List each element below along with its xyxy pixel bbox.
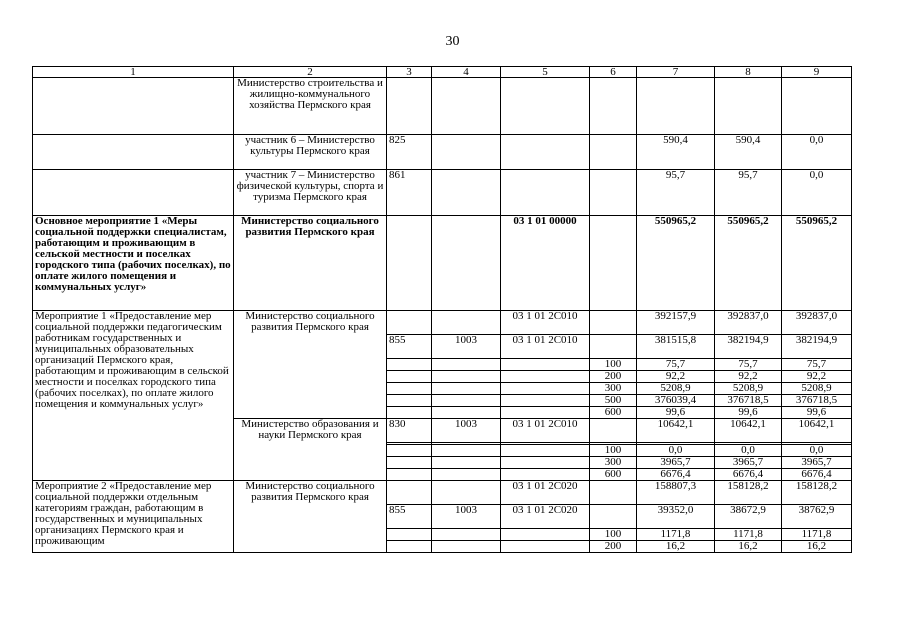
value-cell: 92,2 — [715, 371, 782, 383]
value-cell: 5208,9 — [715, 383, 782, 395]
value-cell: 10642,1 — [782, 419, 852, 443]
value-cell: 10642,1 — [715, 419, 782, 443]
value-cell: 158128,2 — [782, 481, 852, 505]
code-cell: 855 — [387, 505, 432, 529]
value-cell: 95,7 — [637, 170, 715, 216]
value-cell: 158128,2 — [715, 481, 782, 505]
header-cell: 4 — [432, 67, 501, 78]
code-cell: 100 — [590, 445, 637, 457]
value-cell: 95,7 — [715, 170, 782, 216]
code-cell: 600 — [590, 469, 637, 481]
value-cell: 75,7 — [782, 359, 852, 371]
code-cell: 03 1 01 2С010 — [501, 311, 590, 335]
event-name-cell: Мероприятие 2 «Предоставление мер социальной поддержки отдельным категориям граждан, работающим в государственных и муниципальных организациях Пермского края и проживающим — [33, 481, 234, 553]
ministry-cell: Министерство социального развития Пермского края — [234, 216, 387, 311]
code-cell: 1003 — [432, 335, 501, 359]
value-cell: 6676,4 — [782, 469, 852, 481]
table-row — [33, 135, 852, 170]
code-cell: 855 — [387, 335, 432, 359]
value-cell: 0,0 — [637, 445, 715, 457]
value-cell: 38762,9 — [782, 505, 852, 529]
page-number: 30 — [445, 34, 460, 49]
header-cell: 7 — [637, 67, 715, 78]
value-cell: 376039,4 — [637, 395, 715, 407]
header-cell: 8 — [715, 67, 782, 78]
value-cell: 0,0 — [715, 445, 782, 457]
code-cell: 100 — [590, 359, 637, 371]
value-cell: 381515,8 — [637, 335, 715, 359]
ministry-cell: Министерство образования и науки Пермского края — [234, 419, 387, 481]
value-cell: 1171,8 — [637, 529, 715, 541]
code-cell: 200 — [590, 371, 637, 383]
main-event-row — [33, 216, 852, 311]
value-cell: 6676,4 — [637, 469, 715, 481]
header-cell: 2 — [234, 67, 387, 78]
budget-table — [32, 66, 852, 553]
value-cell: 3965,7 — [782, 457, 852, 469]
value-cell: 75,7 — [715, 359, 782, 371]
value-cell: 38672,9 — [715, 505, 782, 529]
ministry-cell: Министерство строительства и жилищно-коммунального хозяйства Пермского края — [234, 78, 387, 135]
code-cell: 100 — [590, 529, 637, 541]
code-cell: 03 1 01 2С020 — [501, 481, 590, 505]
code-cell: 861 — [387, 170, 432, 216]
value-cell: 92,2 — [782, 371, 852, 383]
header-cell: 9 — [782, 67, 852, 78]
value-cell: 99,6 — [715, 407, 782, 419]
code-cell: 600 — [590, 407, 637, 419]
value-cell: 376718,5 — [715, 395, 782, 407]
header-cell: 1 — [33, 67, 234, 78]
value-cell: 392837,0 — [715, 311, 782, 335]
event-name-cell: Мероприятие 1 «Предоставление мер социальной поддержки педагогическим работникам государственных и муниципальных образовательных организаций Пермского края, работающим и проживающим в сельской местности и поселках городского типа (рабочих поселках), по оплате жилого помещения и коммунальных услуг» — [33, 311, 234, 481]
value-cell: 99,6 — [637, 407, 715, 419]
value-cell: 6676,4 — [715, 469, 782, 481]
table-row — [33, 311, 852, 335]
value-cell: 376718,5 — [782, 395, 852, 407]
value-cell: 99,6 — [782, 407, 852, 419]
code-cell: 03 1 01 2С020 — [501, 505, 590, 529]
value-cell: 92,2 — [637, 371, 715, 383]
value-cell: 16,2 — [715, 541, 782, 553]
value-cell: 1171,8 — [715, 529, 782, 541]
event-name-cell: Основное мероприятие 1 «Меры социальной поддержки специалистам, работающим и проживающим в сельской местности и поселках городского типа (рабочих поселках), по оплате жилого помещения и коммунальных услуг» — [33, 216, 234, 311]
code-cell: 03 1 01 2С010 — [501, 419, 590, 443]
value-cell: 550965,2 — [782, 216, 852, 311]
value-cell: 3965,7 — [715, 457, 782, 469]
value-cell: 550965,2 — [637, 216, 715, 311]
code-cell: 1003 — [432, 419, 501, 443]
participant-cell: участник 7 – Министерство физической культуры, спорта и туризма Пермского края — [234, 170, 387, 216]
value-cell: 392157,9 — [637, 311, 715, 335]
code-cell: 825 — [387, 135, 432, 170]
header-cell: 3 — [387, 67, 432, 78]
code-cell: 03 1 01 2С010 — [501, 335, 590, 359]
table-row — [33, 78, 852, 135]
code-cell: 200 — [590, 541, 637, 553]
value-cell: 590,4 — [715, 135, 782, 170]
value-cell: 75,7 — [637, 359, 715, 371]
value-cell: 382194,9 — [715, 335, 782, 359]
value-cell: 0,0 — [782, 170, 852, 216]
value-cell: 158807,3 — [637, 481, 715, 505]
code-cell: 830 — [387, 419, 432, 443]
value-cell: 39352,0 — [637, 505, 715, 529]
value-cell: 0,0 — [782, 445, 852, 457]
code-cell: 03 1 01 00000 — [501, 216, 590, 311]
value-cell: 16,2 — [637, 541, 715, 553]
header-cell: 6 — [590, 67, 637, 78]
header-row — [33, 67, 852, 78]
value-cell: 1171,8 — [782, 529, 852, 541]
value-cell: 382194,9 — [782, 335, 852, 359]
participant-cell: участник 6 – Министерство культуры Пермского края — [234, 135, 387, 170]
value-cell: 550965,2 — [715, 216, 782, 311]
value-cell: 392837,0 — [782, 311, 852, 335]
code-cell: 500 — [590, 395, 637, 407]
value-cell: 5208,9 — [637, 383, 715, 395]
table-row — [33, 170, 852, 216]
value-cell: 10642,1 — [637, 419, 715, 443]
code-cell: 300 — [590, 457, 637, 469]
value-cell: 5208,9 — [782, 383, 852, 395]
ministry-cell: Министерство социального развития Пермского края — [234, 481, 387, 553]
code-cell: 300 — [590, 383, 637, 395]
value-cell: 590,4 — [637, 135, 715, 170]
value-cell: 0,0 — [782, 135, 852, 170]
value-cell: 3965,7 — [637, 457, 715, 469]
ministry-cell: Министерство социального развития Пермского края — [234, 311, 387, 419]
code-cell: 1003 — [432, 505, 501, 529]
header-cell: 5 — [501, 67, 590, 78]
table-row — [33, 481, 852, 505]
value-cell: 16,2 — [782, 541, 852, 553]
